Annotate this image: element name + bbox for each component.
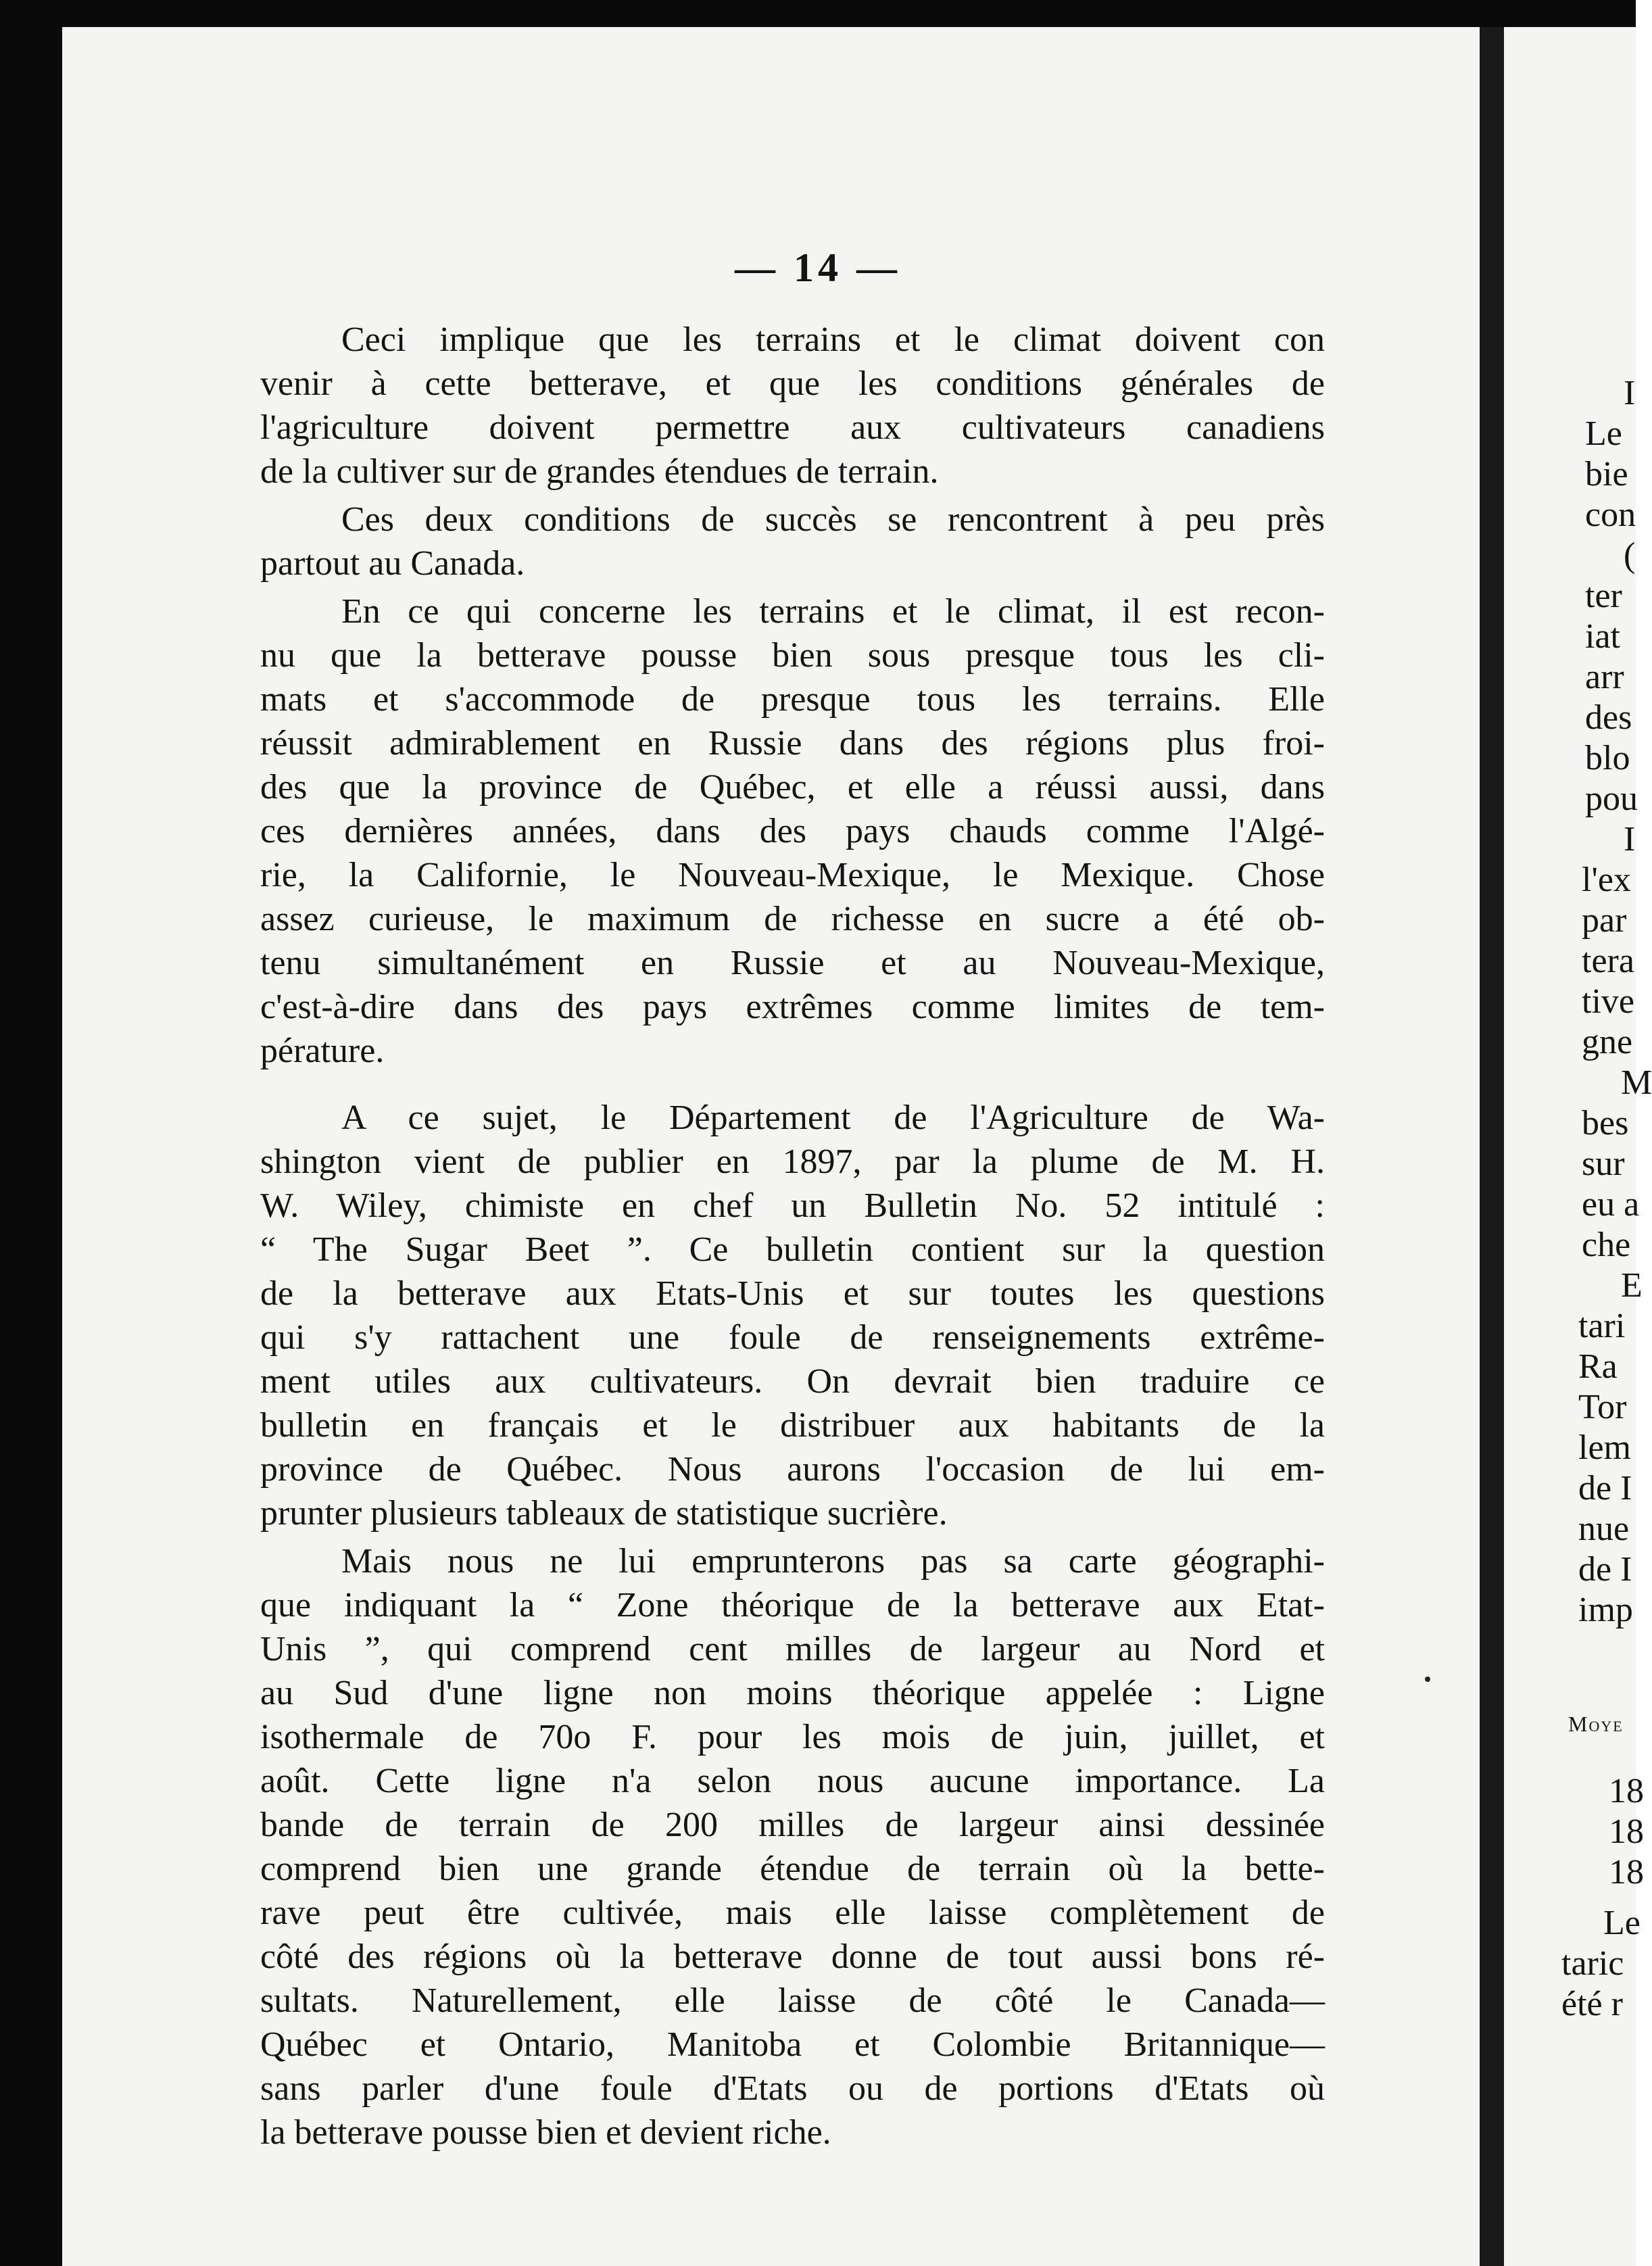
text-line: pérature. <box>260 1032 385 1070</box>
text-line: ment utiles aux cultivateurs. On devrait bien traduire ce <box>260 1362 1325 1401</box>
text-line: tenu simultanément en Russie et au Nouveau-Mexique, <box>260 944 1325 982</box>
adjacent-fragment: I <box>1624 374 1636 412</box>
paragraph <box>260 1539 1325 2154</box>
text-line: A ce sujet, le Département de l'Agriculture de Wa- <box>341 1099 1325 1137</box>
text-line: Ceci implique que les terrains et le climat doivent con <box>341 320 1325 359</box>
text-line: venir à cette betterave, et que les conditions générales de <box>260 364 1325 403</box>
paragraph <box>260 1096 1325 1535</box>
adjacent-fragment: taric <box>1561 1944 1624 1983</box>
text-line: bande de terrain de 200 milles de largeur ainsi dessinée <box>260 1806 1325 1844</box>
adjacent-fragment: iat <box>1585 617 1620 656</box>
text-line: rie, la Californie, le Nouveau-Mexique, le Mexique. Chose <box>260 856 1325 894</box>
text-line: des que la province de Québec, et elle a réussi aussi, dans <box>260 768 1325 806</box>
adjacent-fragment: 18 <box>1609 1853 1644 1891</box>
adjacent-fragment: I <box>1624 820 1636 859</box>
text-line: province de Québec. Nous aurons l'occasion de lui em- <box>260 1450 1325 1489</box>
adjacent-fragment: arr <box>1585 658 1624 696</box>
adjacent-table-header: Moye <box>1568 1712 1624 1736</box>
adjacent-fragment: ter <box>1585 577 1622 615</box>
adjacent-fragment: nue <box>1578 1510 1630 1548</box>
text-line: au Sud d'une ligne non moins théorique appelée : Ligne <box>260 1674 1325 1712</box>
adjacent-fragment: des <box>1585 698 1632 737</box>
adjacent-fragment: imp <box>1578 1591 1633 1629</box>
text-line: ces dernières années, dans des pays chauds comme l'Algé- <box>260 812 1325 850</box>
adjacent-fragment: ( <box>1624 536 1636 575</box>
text-line: bulletin en français et le distribuer aux habitants de la <box>260 1406 1325 1445</box>
adjacent-fragment: tera <box>1582 942 1634 980</box>
text-line: assez curieuse, le maximum de richesse en sucre a été ob- <box>260 900 1325 938</box>
adjacent-fragment: pou <box>1585 779 1638 818</box>
text-line: Unis ”, qui comprend cent milles de largeur au Nord et <box>260 1630 1325 1668</box>
text-line: sultats. Naturellement, elle laisse de côté le Canada— <box>260 1981 1325 2020</box>
adjacent-fragment: par <box>1582 901 1627 940</box>
text-line: août. Cette ligne n'a selon nous aucune importance. La <box>260 1762 1325 1800</box>
text-line: comprend bien une grande étendue de terrain où la bette- <box>260 1850 1325 1888</box>
text-line: isothermale de 70o F. pour les mois de juin, juillet, et <box>260 1718 1325 1756</box>
adjacent-fragment: M <box>1621 1063 1652 1102</box>
adjacent-fragment: gne <box>1582 1023 1633 1061</box>
adjacent-fragment: été r <box>1561 1985 1623 2023</box>
text-line: W. Wiley, chimiste en chef un Bulletin No. 52 intitulé : <box>260 1186 1325 1225</box>
text-line: réussit admirablement en Russie dans des régions plus froi- <box>260 724 1325 763</box>
text-line: Ces deux conditions de succès se rencontrent à peu près <box>341 500 1325 539</box>
adjacent-fragment: Le <box>1585 414 1622 453</box>
text-line: de la betterave aux Etats-Unis et sur toutes les questions <box>260 1274 1325 1313</box>
text-line: qui s'y rattachent une foule de renseignements extrême- <box>260 1318 1325 1357</box>
adjacent-fragment: sur <box>1582 1144 1625 1183</box>
text-line: côté des régions où la betterave donne de tout aussi bons ré- <box>260 1937 1325 1976</box>
book-gutter <box>1480 27 1504 2266</box>
body-text <box>260 318 1325 2154</box>
adjacent-fragment: 18 <box>1609 1772 1644 1810</box>
adjacent-fragment: de I <box>1578 1550 1632 1589</box>
text-line: Québec et Ontario, Manitoba et Colombie Britannique— <box>260 2025 1325 2064</box>
adjacent-fragment: tari <box>1578 1307 1626 1345</box>
text-line: shington vient de publier en 1897, par la plume de M. H. <box>260 1142 1325 1181</box>
adjacent-fragment: de I <box>1578 1469 1632 1508</box>
text-line: prunter plusieurs tableaux de statistique sucrière. <box>260 1494 948 1533</box>
adjacent-fragment: l'ex <box>1582 861 1631 899</box>
adjacent-fragment: Ra <box>1578 1347 1618 1386</box>
text-line: nu que la betterave pousse bien sous presque tous les cli- <box>260 636 1325 675</box>
adjacent-fragment: che <box>1582 1226 1631 1264</box>
adjacent-fragment: eu a <box>1582 1185 1640 1224</box>
text-line: rave peut être cultivée, mais elle laisse complètement de <box>260 1894 1325 1932</box>
adjacent-fragment: tive <box>1582 982 1634 1021</box>
text-line: que indiquant la “ Zone théorique de la betterave aux Etat- <box>260 1586 1325 1624</box>
adjacent-fragment: lem <box>1578 1428 1631 1467</box>
adjacent-fragment: Le <box>1603 1904 1641 1942</box>
text-line: de la cultiver sur de grandes étendues de terrain. <box>260 452 939 491</box>
paragraph <box>260 318 1325 493</box>
text-line: sans parler d'une foule d'Etats ou de portions d'Etats où <box>260 2069 1325 2108</box>
adjacent-fragment: E <box>1621 1266 1643 1305</box>
text-line: partout au Canada. <box>260 544 525 583</box>
page-number: — 14 — <box>735 245 901 290</box>
text-line: mats et s'accommode de presque tous les terrains. Elle <box>260 680 1325 719</box>
adjacent-fragment: blo <box>1585 739 1630 777</box>
adjacent-fragment: 18 <box>1609 1812 1644 1851</box>
text-line: “ The Sugar Beet ”. Ce bulletin contient sur la question <box>260 1230 1325 1269</box>
scan-border-left <box>0 0 62 2266</box>
text-line: c'est-à-dire dans des pays extrêmes comme limites de tem- <box>260 988 1325 1026</box>
paragraph <box>260 589 1325 1073</box>
text-line: la betterave pousse bien et devient riche. <box>260 2113 831 2152</box>
text-line: l'agriculture doivent permettre aux cultivateurs canadiens <box>260 408 1325 447</box>
adjacent-fragment: Tor <box>1578 1388 1627 1426</box>
adjacent-fragment: con <box>1585 496 1636 534</box>
text-line: En ce qui concerne les terrains et le climat, il est recon- <box>341 592 1325 631</box>
text-line: Mais nous ne lui emprunterons pas sa carte géographi- <box>341 1542 1325 1581</box>
paragraph <box>260 498 1325 585</box>
adjacent-fragment: bie <box>1585 455 1628 493</box>
adjacent-fragment: bes <box>1582 1104 1629 1142</box>
scan-speck <box>1425 1677 1430 1682</box>
